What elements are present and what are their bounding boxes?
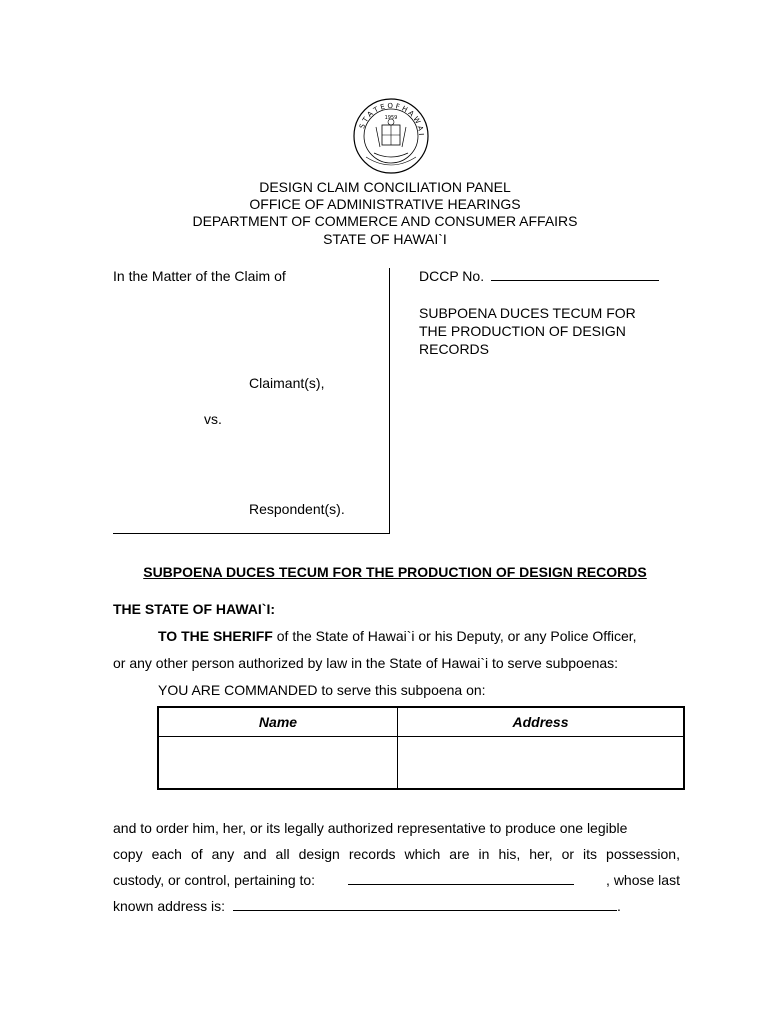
caption-title bbox=[419, 304, 636, 358]
order-line: copy each of any and all design records which are in his, her, or its possession, bbox=[113, 846, 680, 862]
panel-name: DESIGN CLAIM CONCILIATION PANEL bbox=[259, 179, 511, 195]
caption-divider-horizontal bbox=[113, 533, 390, 534]
pertaining-label: custody, or control, pertaining to: bbox=[113, 872, 316, 888]
svg-text:1959: 1959 bbox=[384, 115, 398, 121]
dccp-label: DCCP No. bbox=[419, 268, 485, 284]
address-column-header: Address bbox=[398, 707, 685, 737]
to-sheriff-bold: TO THE SHERIFF bbox=[158, 628, 273, 644]
caption-title-line: THE PRODUCTION OF DESIGN bbox=[419, 323, 626, 339]
claimants-label: Claimant(s), bbox=[249, 375, 325, 391]
order-line: and to order him, her, or its legally authorized representative to produce one legible bbox=[113, 820, 628, 836]
document-heading: SUBPOENA DUCES TECUM FOR THE PRODUCTION OF DESIGN RECORDS bbox=[143, 564, 647, 580]
name-column-header: Name bbox=[158, 707, 398, 737]
dccp-number-blank[interactable] bbox=[491, 268, 659, 281]
commanded-line: YOU ARE COMMANDED to serve this subpoena on: bbox=[158, 682, 486, 698]
address-period: . bbox=[616, 898, 621, 914]
office-name: OFFICE OF ADMINISTRATIVE HEARINGS bbox=[249, 196, 521, 212]
service-table bbox=[157, 706, 685, 790]
order-line-address bbox=[113, 893, 680, 919]
to-sheriff-text: of the State of Hawai`i or his Deputy, or any Police Officer, bbox=[272, 628, 637, 644]
caption-divider-vertical bbox=[389, 268, 390, 534]
name-cell[interactable] bbox=[158, 737, 398, 790]
address-label: known address is: bbox=[113, 898, 226, 914]
to-sheriff-line bbox=[158, 628, 637, 644]
state-seal-logo bbox=[352, 97, 430, 175]
state-name: STATE OF HAWAI`I bbox=[323, 231, 447, 247]
pertaining-blank[interactable] bbox=[348, 872, 574, 885]
department-name: DEPARTMENT OF COMMERCE AND CONSUMER AFFAIRS bbox=[192, 213, 578, 229]
address-blank[interactable] bbox=[233, 898, 617, 911]
authorized-persons-line: or any other person authorized by law in the State of Hawai`i to serve subpoenas: bbox=[113, 655, 619, 671]
whose-last-label: , whose last bbox=[606, 872, 680, 888]
matter-label: In the Matter of the Claim of bbox=[113, 268, 286, 284]
caption-title-line: SUBPOENA DUCES TECUM FOR bbox=[419, 305, 636, 321]
order-paragraph bbox=[113, 815, 680, 919]
svg-text:S T A T E O F H A W A I I: S T A T E O F H A W A I bbox=[358, 101, 426, 136]
order-line-pertaining bbox=[113, 867, 680, 893]
address-cell[interactable] bbox=[398, 737, 685, 790]
dccp-number-field bbox=[419, 268, 659, 284]
caption-title-line: RECORDS bbox=[419, 341, 490, 357]
respondents-label: Respondent(s). bbox=[249, 501, 345, 517]
state-address: THE STATE OF HAWAI`I: bbox=[113, 601, 276, 617]
versus-label: vs. bbox=[204, 411, 222, 427]
